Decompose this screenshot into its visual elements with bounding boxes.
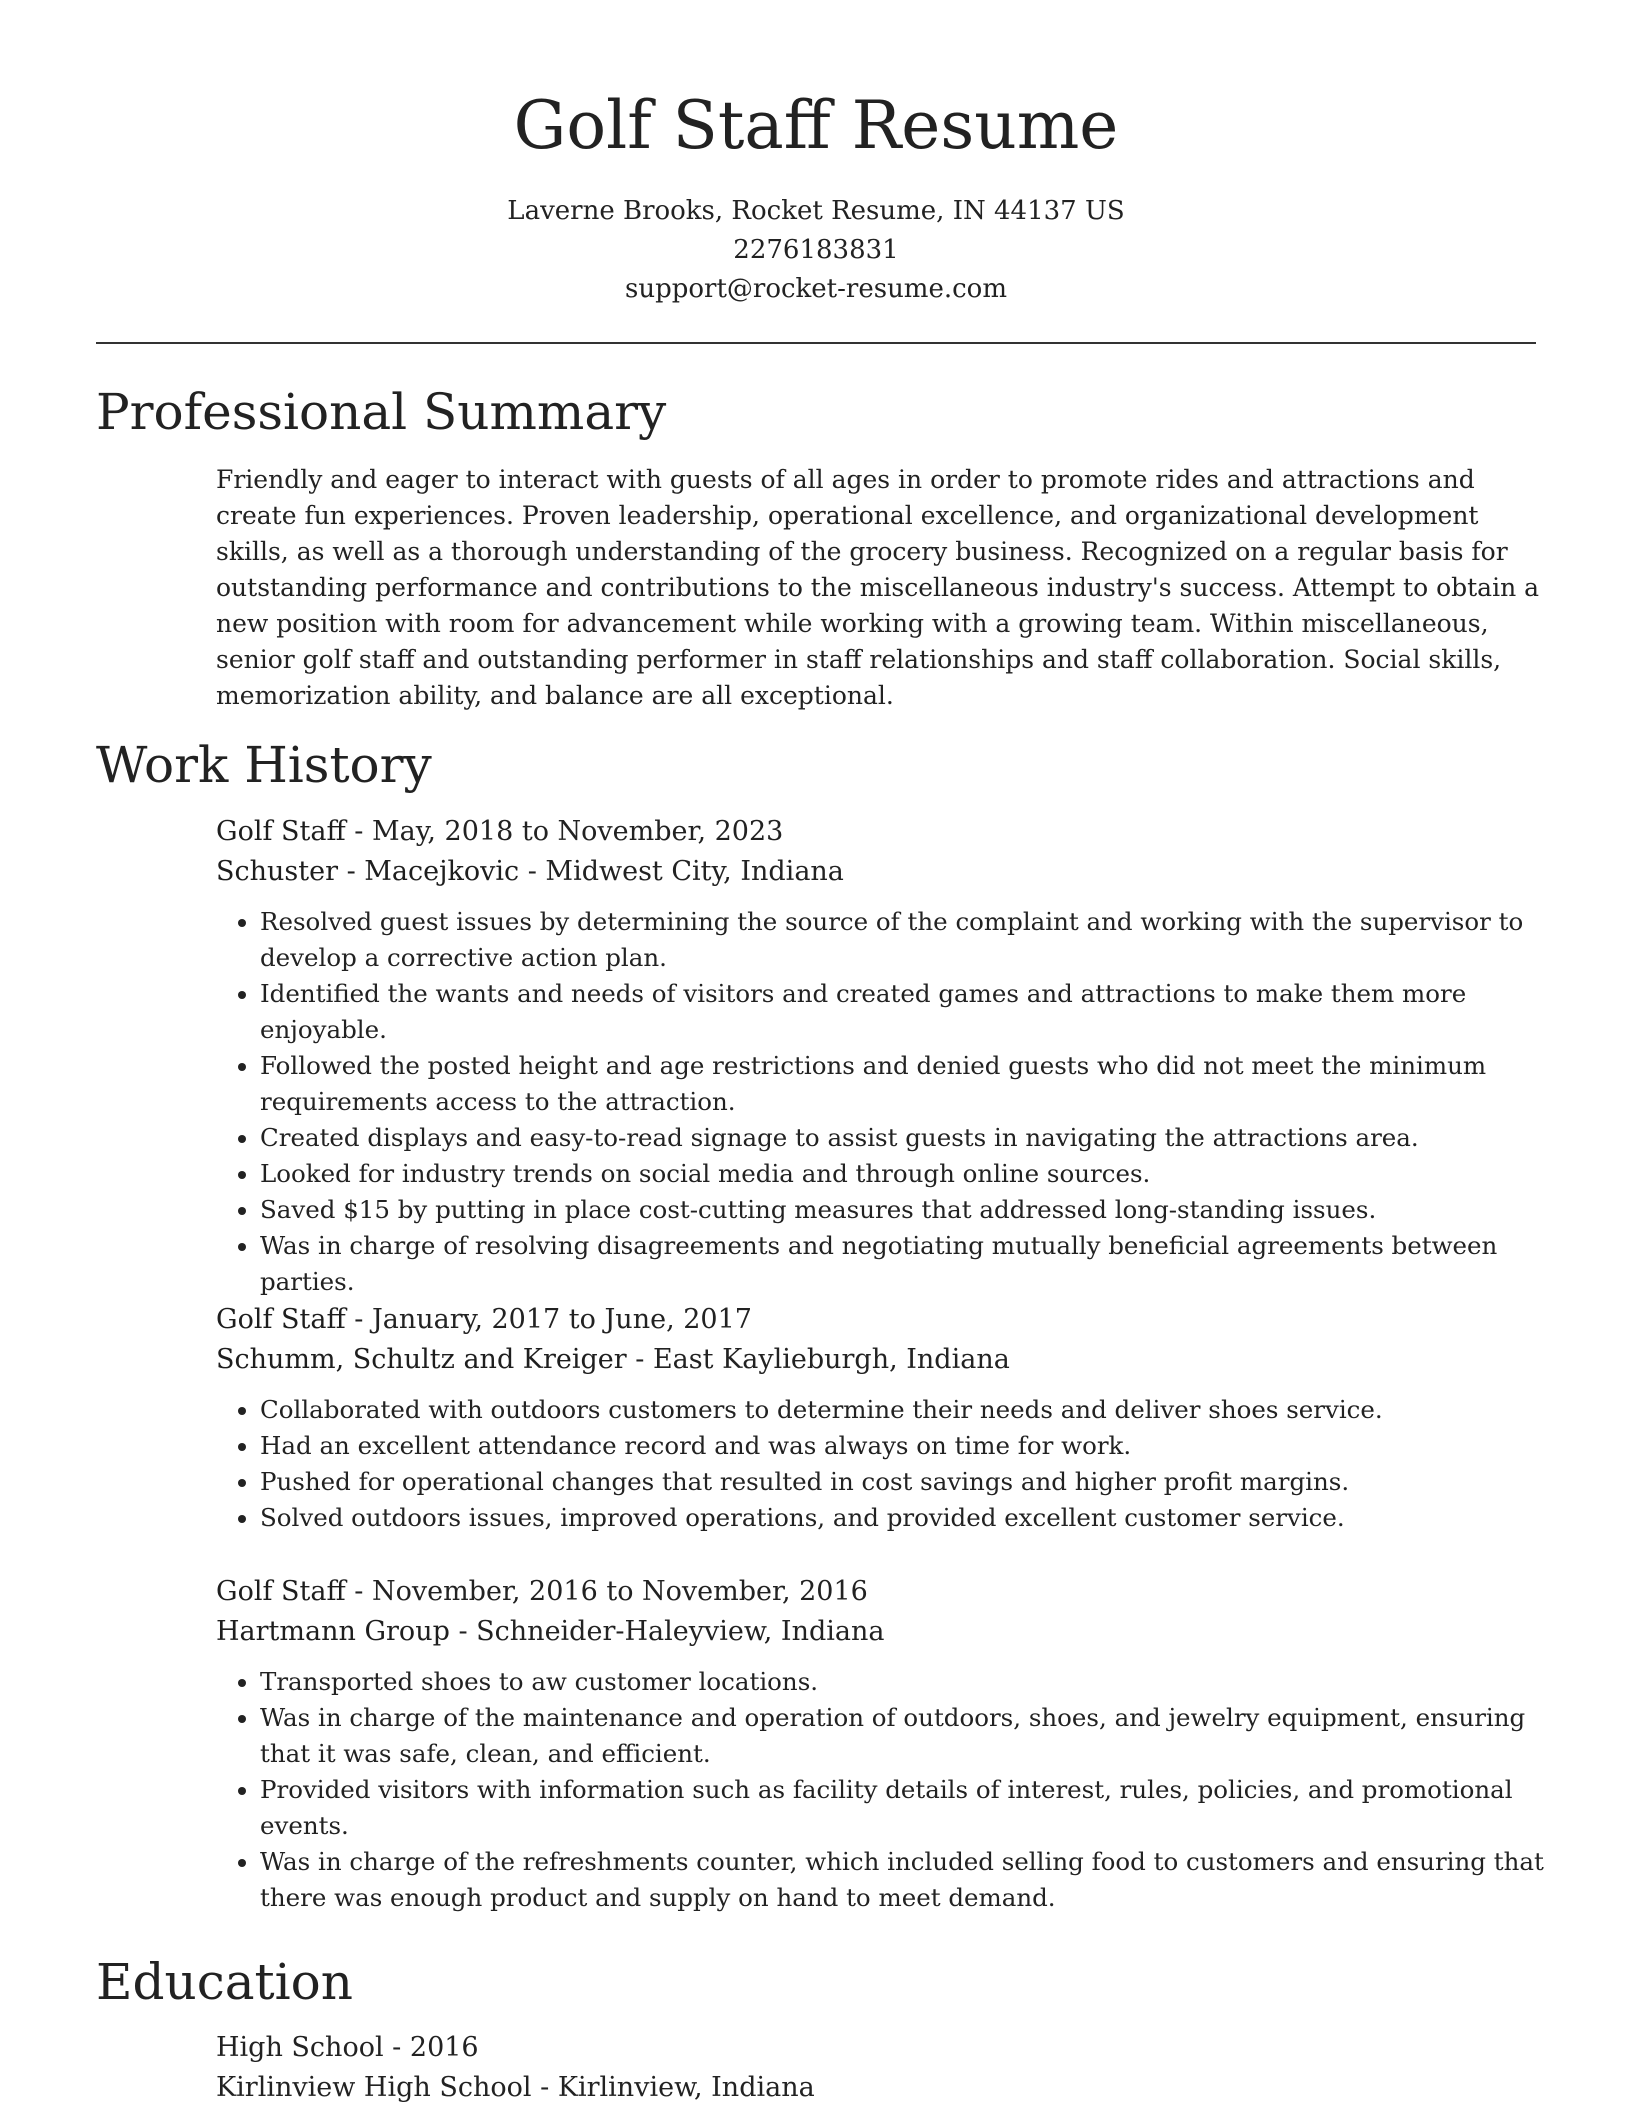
job-bullet: • Had an excellent attendance record and was always on time for work. — [260, 1428, 1546, 1464]
education-entry — [216, 2028, 1546, 2108]
job-title: Golf Staff — [216, 1576, 346, 1607]
summary-heading: Professional Summary — [96, 383, 667, 441]
job-title: Golf Staff — [216, 1304, 346, 1335]
job-bullet: • Transported shoes to aw customer locations. — [260, 1664, 1546, 1700]
summary-text: Friendly and eager to interact with guests of all ages in order to promote rides and attractions and create fun experiences. Proven leadership, operational excellence, and organizational development skills, as well as a thorough understanding of the grocery business. Recognized on a regular basis for outstanding performance and contributions to the miscellaneous industry's success. Attempt to obtain a new position with room for advancement while working with a growing team. Within miscellaneous, senior golf staff and outstanding performer in staff relationships and staff collaboration. Social skills, memorization ability, and balance are all exceptional. — [216, 465, 1540, 710]
job-bullet: • Was in charge of the maintenance and operation of outdoors, shoes, and jewelry equipment, ensuring that it was safe, clean, and efficient. — [260, 1700, 1546, 1772]
education-location: Kirlinview, Indiana — [557, 2072, 815, 2103]
resume-title: Golf Staff Resume — [513, 87, 1119, 164]
education-separator: - — [383, 2032, 410, 2063]
education-year: 2016 — [409, 2032, 479, 2063]
job-bullet: • Was in charge of resolving disagreements and negotiating mutually beneficial agreements between parties. — [260, 1228, 1546, 1300]
job-bullet-list — [216, 1664, 1546, 1916]
contact-info — [0, 192, 1632, 309]
education-degree-line — [216, 2028, 1546, 2068]
job-entry — [216, 812, 1546, 1300]
job-bullet: • Saved $15 by putting in place cost-cutting measures that addressed long-standing issues. — [260, 1192, 1546, 1228]
job-bullet: • Collaborated with outdoors customers to determine their needs and deliver shoes service. — [260, 1392, 1546, 1428]
job-title: Golf Staff — [216, 816, 346, 847]
job-dates: November, 2016 to November, 2016 — [371, 1576, 868, 1607]
education-school-line — [216, 2068, 1546, 2108]
job-bullet: • Provided visitors with information such as facility details of interest, rules, policies, and promotional events. — [260, 1772, 1546, 1844]
contact-address: Laverne Brooks, Rocket Resume, IN 44137 US — [507, 196, 1125, 226]
job-dates: January, 2017 to June, 2017 — [371, 1304, 752, 1335]
job-employer: Hartmann Group — [216, 1616, 450, 1647]
job-separator: - — [345, 1576, 372, 1607]
job-bullet: • Created displays and easy-to-read signage to assist guests in navigating the attractions area. — [260, 1120, 1546, 1156]
job-employer: Schuster - Macejkovic — [216, 856, 520, 887]
education-heading: Education — [96, 1953, 353, 2011]
job-entry — [216, 1300, 1546, 1536]
job-location: Schneider-Haleyview, Indiana — [476, 1616, 885, 1647]
job-title-line — [216, 1300, 1546, 1340]
job-title-line — [216, 812, 1546, 852]
job-separator: - — [449, 1616, 477, 1647]
education-separator: - — [531, 2072, 558, 2103]
job-bullet: • Resolved guest issues by determining the source of the complaint and working with the supervisor to develop a corrective action plan. — [260, 904, 1546, 976]
job-bullet: • Was in charge of the refreshments counter, which included selling food to customers and ensuring that there was enough product and supply on hand to meet demand. — [260, 1844, 1546, 1916]
job-employer: Schumm, Schultz and Kreiger — [216, 1344, 627, 1375]
job-bullet: • Followed the posted height and age restrictions and denied guests who did not meet the minimum requirements access to the attraction. — [260, 1048, 1546, 1120]
job-bullet: • Looked for industry trends on social media and through online sources. — [260, 1156, 1546, 1192]
job-entry — [216, 1572, 1546, 1916]
job-location: East Kaylieburgh, Indiana — [652, 1344, 1010, 1375]
job-employer-line — [216, 852, 1546, 892]
job-bullet: • Pushed for operational changes that resulted in cost savings and higher profit margins. — [260, 1464, 1546, 1500]
job-location: Midwest City, Indiana — [545, 856, 844, 887]
job-title-line — [216, 1572, 1546, 1612]
job-employer-line — [216, 1340, 1546, 1380]
work-history-heading: Work History — [96, 736, 432, 794]
job-separator: - — [519, 856, 546, 887]
contact-phone: 2276183831 — [733, 235, 899, 265]
job-bullet: • Identified the wants and needs of visitors and created games and attractions to make them more enjoyable. — [260, 976, 1546, 1048]
job-separator: - — [626, 1344, 653, 1375]
header-divider — [96, 342, 1536, 344]
job-bullet: • Solved outdoors issues, improved operations, and provided excellent customer service. — [260, 1500, 1546, 1536]
job-employer-line — [216, 1612, 1546, 1652]
job-separator: - — [345, 816, 372, 847]
job-separator: - — [345, 1304, 372, 1335]
education-school: Kirlinview High School — [216, 2072, 532, 2103]
contact-email: support@rocket-resume.com — [624, 274, 1007, 304]
job-dates: May, 2018 to November, 2023 — [371, 816, 784, 847]
job-bullet-list — [216, 904, 1546, 1300]
education-degree: High School — [216, 2032, 384, 2063]
job-bullet-list — [216, 1392, 1546, 1536]
